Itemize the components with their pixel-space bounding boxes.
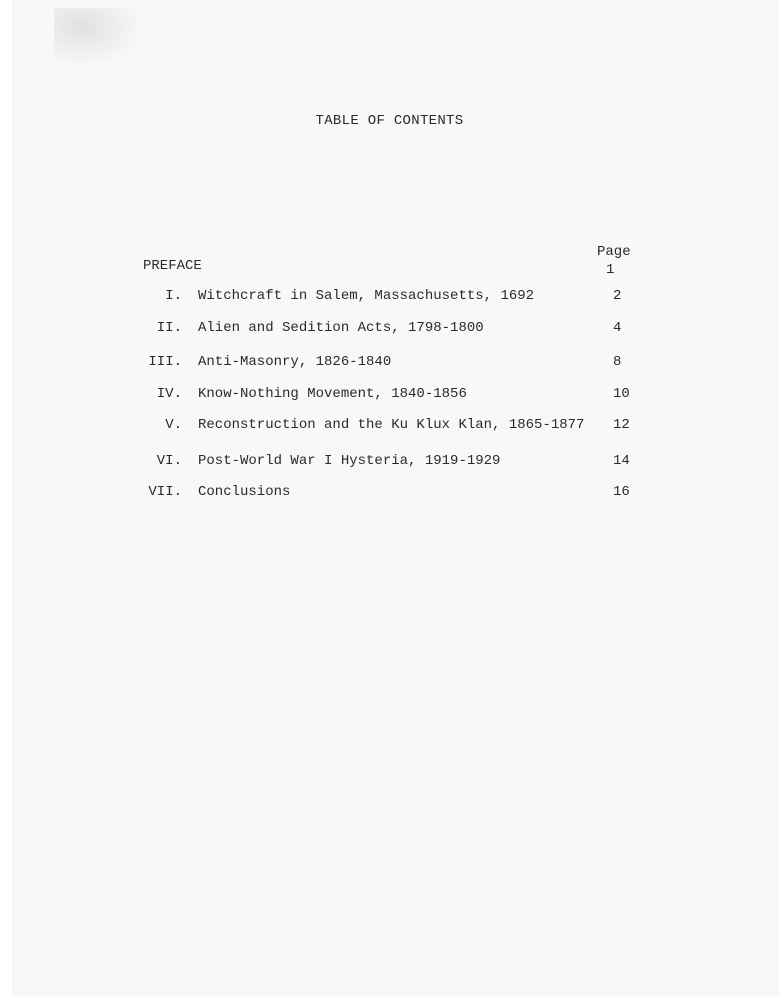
chapter-page-number: 14 bbox=[613, 453, 630, 469]
chapter-page-number: 10 bbox=[613, 386, 630, 402]
toc-entry bbox=[0, 288, 779, 308]
chapter-title: Reconstruction and the Ku Klux Klan, 1865-1877 bbox=[198, 417, 585, 433]
preface-label: PREFACE bbox=[143, 258, 202, 274]
chapter-page-number: 8 bbox=[613, 354, 622, 370]
page-title: TABLE OF CONTENTS bbox=[315, 113, 464, 129]
chapter-page-number: 12 bbox=[613, 417, 630, 433]
chapter-numeral: III. bbox=[148, 354, 182, 370]
chapter-numeral: I. bbox=[165, 288, 182, 304]
preface-page-number: 1 bbox=[606, 262, 615, 278]
chapter-title: Conclusions bbox=[198, 484, 291, 500]
chapter-page-number: 2 bbox=[613, 288, 622, 304]
page-column-header: Page bbox=[597, 244, 631, 260]
chapter-page-number: 16 bbox=[613, 484, 630, 500]
chapter-title: Post-World War I Hysteria, 1919-1929 bbox=[198, 453, 501, 469]
toc-entry bbox=[0, 386, 779, 406]
chapter-title: Know-Nothing Movement, 1840-1856 bbox=[198, 386, 467, 402]
chapter-title: Witchcraft in Salem, Massachusetts, 1692 bbox=[198, 288, 535, 304]
chapter-numeral: IV. bbox=[156, 386, 182, 402]
toc-entry bbox=[0, 320, 779, 340]
chapter-numeral: V. bbox=[165, 417, 182, 433]
toc-entry bbox=[0, 453, 779, 473]
chapter-page-number: 4 bbox=[613, 320, 622, 336]
toc-entry bbox=[0, 417, 779, 437]
chapter-numeral: II. bbox=[156, 320, 182, 336]
toc-entry bbox=[0, 354, 779, 374]
chapter-numeral: VI. bbox=[156, 453, 182, 469]
paper-stain bbox=[54, 8, 144, 68]
chapter-numeral: VII. bbox=[148, 484, 182, 500]
toc-entry bbox=[0, 484, 779, 504]
chapter-title: Alien and Sedition Acts, 1798-1800 bbox=[198, 320, 484, 336]
chapter-title: Anti-Masonry, 1826-1840 bbox=[198, 354, 392, 370]
